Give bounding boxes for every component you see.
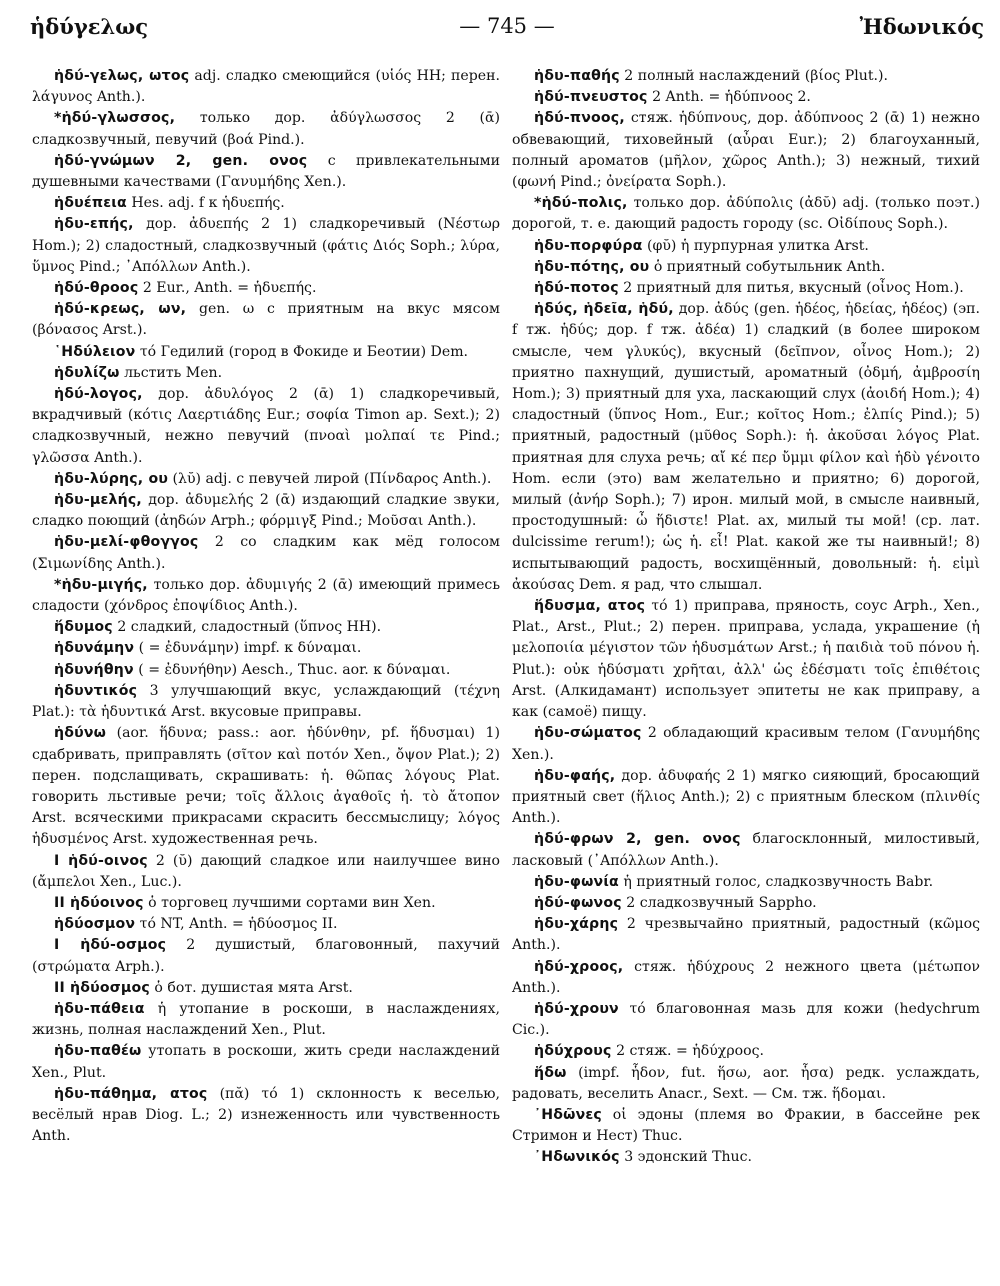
entry-definition: дор. ἀδυφαής 2 1) мягко сияющий, бросающий приятный свет (ἥλιος Anth.); 2) с приятным блеском (πλινθίς Anth.). bbox=[512, 767, 980, 827]
entry-definition: τό NT, Anth. = ἡδύοσμος II. bbox=[139, 916, 338, 933]
dictionary-entry bbox=[32, 66, 500, 108]
entry-headword: ἡδυ-παθέω bbox=[54, 1043, 142, 1060]
dictionary-entry bbox=[512, 278, 980, 299]
dictionary-entry bbox=[512, 108, 980, 193]
dictionary-entry bbox=[512, 723, 980, 765]
entry-definition: (aor. ἥδυνα; pass.: aor. ἡδύνθην, pf. ἥδυσμαι) 1) сдабривать, приправлять (σῖτον καὶ ποτόν Xen., ὄψον Plat.); 2) перен. подслащивать, скрашивать: ἡ. θῶπας λόγους Plat. говорить льстивые речи; τοῖς ἄλλοις ἀγαθοῖς ἡ. τὸ ἄτοπον Arst. всяческими прикрасами скрасить бессмыслицу; λόγος ἡδυσμένος Arst. художественная речь. bbox=[32, 725, 500, 848]
dictionary-entry bbox=[32, 342, 500, 363]
dictionary-entry bbox=[512, 1147, 980, 1168]
dictionary-entry bbox=[32, 214, 500, 278]
entry-definition: дор. ἀδυμελής 2 (ᾱ) издающий сладкие звуки, сладко поющий (ἀηδών Arph.; φόρμιγξ Pind.; Μοῦσαι Anth.). bbox=[32, 492, 501, 530]
dictionary-entry bbox=[512, 66, 980, 87]
entry-headword: ἡδύ-λογος, bbox=[54, 386, 143, 403]
entry-headword: ᾿Ηδωνικός bbox=[534, 1149, 620, 1166]
entry-definition: только дор. ἀδύπολις (ἀδῠ) adj. (только поэт.) дорогой, т. е. дающий радость городу (sc. Οἰδίπους Soph.). bbox=[512, 195, 980, 233]
entry-definition: 2 чрезвычайно приятный, радостный (κῶμος Anth.). bbox=[512, 916, 981, 954]
dictionary-entry bbox=[32, 914, 500, 935]
dictionary-entry bbox=[32, 681, 500, 723]
entry-definition: (impf. ἧδον, fut. ἥσω, aor. ἧσα) редк. услаждать, радовать, веселить Anacr., Sext. — См. тж. ἥδομαι. bbox=[512, 1064, 981, 1102]
dictionary-entry bbox=[512, 829, 980, 871]
dictionary-entry bbox=[32, 851, 500, 893]
entry-definition: τό Гедилий (город в Фокиде и Беотии) Dem. bbox=[139, 343, 469, 360]
dictionary-entry bbox=[512, 957, 980, 999]
running-head-right: Ἠδωνικός bbox=[859, 14, 984, 39]
right-column bbox=[512, 66, 980, 1169]
entry-headword: *ἡδύ-πολις, bbox=[534, 195, 628, 212]
entry-definition: благосклонный, милостивый, ласковый (᾿Απόλλων Anth.). bbox=[512, 831, 980, 869]
entry-definition: οἱ эдоны (племя во Фракии, в бассейне рек Стримон и Нест) Thuc. bbox=[512, 1106, 980, 1145]
dictionary-entry bbox=[32, 893, 500, 914]
dictionary-entry bbox=[32, 363, 500, 384]
entry-definition: ὁ торговец лучшими сортами вин Xen. bbox=[148, 894, 436, 911]
dictionary-entry bbox=[32, 384, 500, 469]
entry-headword: ἡδυ-επής, bbox=[54, 216, 134, 233]
dictionary-entry bbox=[32, 1041, 500, 1083]
entry-headword: ἡδύ-πνοος, bbox=[534, 110, 625, 127]
entry-definition: 3 эдонский Thuc. bbox=[624, 1149, 752, 1166]
entry-headword: ἡδύς, ἡδεῖα, ἡδύ, bbox=[534, 301, 674, 318]
dictionary-entry bbox=[32, 660, 500, 681]
entry-headword: ῾Ηδύλειον bbox=[54, 343, 136, 360]
entry-definition: 2 приятный для питья, вкусный (οἶνος Hom.). bbox=[623, 280, 964, 297]
entry-definition: τό благовонная мазь для кожи (hedychrum Cic.). bbox=[512, 1000, 981, 1039]
entry-headword: ἡδύ-χροος, bbox=[534, 958, 624, 975]
entry-definition: ἡ приятный голос, сладкозвучность Babr. bbox=[623, 873, 934, 890]
dictionary-entry bbox=[512, 766, 980, 830]
dictionary-entry bbox=[512, 236, 980, 257]
entry-definition: 3 улучшающий вкус, услаждающий (τέχνη Plat.): τὰ ἡδυντικά Arst. вкусовые приправы. bbox=[32, 682, 500, 721]
entry-definition: adj. сладко смеющийся (υἱός HH; перен. λάγυνος Anth.). bbox=[32, 68, 501, 106]
entry-headword: *ἡδύ-γλωσσος, bbox=[54, 110, 176, 127]
dictionary-entry bbox=[32, 723, 500, 850]
entry-headword: ἡδύ-γελως, ωτος bbox=[54, 68, 190, 84]
entry-definition: 2 Anth. = ἡδύπνοος 2. bbox=[652, 89, 811, 106]
entry-headword: ἡδυ-πότης, ου bbox=[534, 258, 650, 275]
entry-headword: ἡδύνω bbox=[54, 725, 107, 742]
dictionary-entry bbox=[32, 617, 500, 638]
entry-definition: (φῠ) ἡ пурпурная улитка Arst. bbox=[647, 237, 869, 254]
page-number: — 745 — bbox=[459, 14, 555, 38]
dictionary-entry bbox=[512, 893, 980, 914]
entry-headword: ἡδύ-γνώμων 2, gen. ονος bbox=[54, 152, 308, 169]
dictionary-entry bbox=[512, 1063, 980, 1105]
entry-headword: ἡδυ-σώματος bbox=[534, 725, 642, 742]
dictionary-entry bbox=[32, 1084, 500, 1148]
dictionary-entry bbox=[512, 299, 980, 596]
dictionary-entry bbox=[32, 299, 500, 341]
dictionary-entry bbox=[512, 1041, 980, 1062]
entry-headword: ἡδυ-πάθημα, ατος bbox=[54, 1085, 208, 1102]
entry-definition: дор. ἀδυλόγος 2 (ᾱ) 1) сладкоречивый, вкрадчивый (κότις Λαερτιάδης Eur.; σοφία Timon ap. Sext.); 2) сладкозвучный, нежно певучий (πνοαὶ μολπαί τε Pind.; γλῶσσα Anth.). bbox=[32, 386, 501, 466]
dictionary-entry bbox=[512, 872, 980, 893]
dictionary-entry bbox=[512, 914, 980, 956]
entry-definition: 2 Eur., Anth. = ἡδυεπής. bbox=[142, 280, 317, 297]
dictionary-entry bbox=[512, 1105, 980, 1147]
dictionary-entry bbox=[512, 87, 980, 108]
entry-definition: дор. ἀδύς (gen. ἡδέος, ἡδείας, ἡδέος) (эп. f тж. ἡδύς; дор. f тж. ἀδέα) 1) сладкий (в более широком смысле, чем γλυκύς), вкусный (δεῖπνον, οἶνος Hom.); 2) приятно пахнущий, душистый, ароматный (ὀδμή, ἀμβροσίη Hom.); 3) приятный для уха, ласкающий слух (ἀοιδή Hom.); 4) сладостный (ὕπνος Hom., Eur.; κοῖτος Hom.; ἐλπίς Pind.); 5) приятный, радостный (μῦθος Soph.): ἡ. ἀκοῦσαι λόγος Plat. приятная для слуха речь; αἴ κέ περ ὔμμι φίλον καὶ ἡδὺ γένοιτο Hom. если (это) вам желательно и приятно; 6) дорогой, милый (ἀνήρ Soph.); 7) ирон. милый мой, в смысле наивный, простодушный: ὦ ἥδιστε! Plat. ах, милый ты мой! (ср. лат. dulcissime rerum!); ὡς ἡ. εἶ! Plat. какой же ты наивный!; 8) испытывающий радость, восхищённый, довольный: ἡ. εἰμὶ ἀκούσας Dem. я рад, что слышал. bbox=[512, 301, 980, 593]
entry-definition: 2 душистый, благовонный, пахучий (στρώματα Arph.). bbox=[32, 937, 500, 975]
dictionary-entry bbox=[32, 978, 500, 999]
entry-headword: *ἡδυ-μιγής, bbox=[54, 576, 148, 593]
entry-headword: ἡδύ-φρων 2, gen. ονος bbox=[534, 831, 741, 848]
entry-headword: ἡδύ-ποτος bbox=[534, 280, 619, 297]
dictionary-entry bbox=[32, 575, 500, 617]
entry-headword: ἡδυ-φωνία bbox=[534, 873, 619, 890]
entry-headword: ἡδύ-χρουν bbox=[534, 1000, 619, 1017]
entry-headword: ἡδύ-θροος bbox=[54, 280, 139, 297]
entry-definition: льстить Men. bbox=[124, 364, 223, 381]
running-head-left: ἡδύγελως bbox=[30, 14, 148, 39]
dictionary-entry bbox=[32, 278, 500, 299]
entry-definition: Hes. adj. f к ἡδυεπής. bbox=[131, 195, 285, 212]
dictionary-entry bbox=[32, 999, 500, 1041]
entry-definition: только дор. ἀδύγλωσσος 2 (ᾱ) сладкозвучный, певучий (βοά Pind.). bbox=[32, 110, 500, 148]
entry-definition: ἡ утопание в роскоши, в наслаждениях, жизнь, полная наслаждений Xen., Plut. bbox=[32, 1000, 500, 1039]
entry-definition: τό 1) приправа, пряность, соус Arph., Xen., Plat., Arst., Plut.; 2) перен. приправа, услада, украшение (ἡ μελοποιία μέγιστον τῶν ἡδυσμάτων Arst.; ἡ παιδιὰ τοῦ πόνου ἡ. Plut.): οὐκ ἡδύσματι χρῆται, ἀλλ' ὡς ἐδέσματι τοῖς ἐπιθέτοις Arst. (Алкидамант) использует эпитеты не как приправу, а как (самоё) пищу. bbox=[512, 598, 981, 721]
dictionary-entry bbox=[32, 108, 500, 150]
entry-headword: ἡδυ-παθής bbox=[534, 68, 620, 84]
entry-headword: ἡδυλίζω bbox=[54, 364, 120, 381]
entry-definition: стяж. ἡδύχρους 2 нежного цвета (μέτωπον Anth.). bbox=[512, 958, 980, 996]
entry-definition: 2 сладкозвучный Sappho. bbox=[626, 894, 817, 911]
dictionary-entry bbox=[32, 151, 500, 193]
entry-definition: (λῠ) adj. с певучей лирой (Πίνδαρος Anth.). bbox=[172, 470, 492, 487]
entry-headword: ἡδύ-πνευστος bbox=[534, 89, 648, 106]
entry-definition: ὁ бот. душистая мята Arst. bbox=[154, 979, 353, 996]
entry-headword: ἡδυ-χάρης bbox=[534, 916, 619, 933]
entry-headword: ἡδύοσμον bbox=[54, 916, 136, 933]
entry-headword: ἡδυ-μελής, bbox=[54, 492, 142, 509]
entry-headword: ἡδύχρους bbox=[534, 1043, 612, 1060]
entry-headword: I ἡδύ-οινος bbox=[54, 852, 148, 869]
dictionary-entry bbox=[512, 193, 980, 235]
entry-headword: ἡδυ-πορφύρα bbox=[534, 237, 643, 254]
page-header bbox=[30, 14, 984, 44]
left-column bbox=[32, 66, 500, 1147]
entry-headword: ἡδύ-φωνος bbox=[534, 894, 622, 911]
entry-headword: ἥδω bbox=[534, 1064, 567, 1081]
entry-headword: ἡδυέπεια bbox=[54, 195, 127, 212]
entry-definition: 2 сладкий, сладостный (ὕπνος HH). bbox=[117, 619, 382, 636]
entry-definition: ( = ἐδυνάμην) impf. к δύναμαι. bbox=[138, 640, 362, 657]
entry-headword: ἥδυσμα, ατος bbox=[534, 598, 646, 615]
entry-headword: ἥδυμος bbox=[54, 619, 113, 636]
dictionary-entry bbox=[32, 469, 500, 490]
entry-definition: утопать в роскоши, жить среди наслаждений Xen., Plut. bbox=[32, 1043, 500, 1081]
entry-headword: ᾿Ηδῶνες bbox=[534, 1106, 602, 1123]
entry-definition: с привлекательными душевными качествами (Γανυμήδης Xen.). bbox=[32, 152, 500, 191]
entry-definition: 2 обладающий красивым телом (Γανυμήδης Xen.). bbox=[512, 725, 981, 763]
entry-definition: 2 полный наслаждений (βίος Plut.). bbox=[624, 68, 888, 84]
entry-definition: ( = ἐδυνήθην) Aesch., Thuc. aor. к δύναμαι. bbox=[138, 661, 451, 678]
entry-headword: ἡδυ-μελί-φθογγος bbox=[54, 534, 199, 551]
dictionary-entry bbox=[32, 532, 500, 574]
dictionary-entry bbox=[512, 596, 980, 723]
entry-definition: 2 (ῠ) дающий сладкое или наилучшее вино (ἄμπελοι Xen., Luc.). bbox=[32, 852, 501, 890]
dictionary-entry bbox=[512, 257, 980, 278]
entry-definition: gen. ω с приятным на вкус мясом (βόνασος Arst.). bbox=[32, 301, 500, 339]
entry-headword: II ἡδύοσμος bbox=[54, 979, 150, 996]
entry-headword: II ἡδύοινος bbox=[54, 894, 144, 911]
dictionary-entry bbox=[32, 490, 500, 532]
dictionary-entry bbox=[32, 935, 500, 977]
entry-definition: 2 со сладким как мёд голосом (Σιμωνίδης Anth.). bbox=[32, 534, 500, 572]
entry-definition: ὁ приятный собутыльник Anth. bbox=[653, 258, 886, 275]
entry-headword: ἡδύ-κρεως, ων, bbox=[54, 301, 187, 318]
entry-headword: ἡδυνάμην bbox=[54, 640, 135, 657]
entry-definition: (πᾰ) τό 1) склонность к веселью, весёлый нрав Diog. L.; 2) изнеженность или чувственность Anth. bbox=[32, 1085, 500, 1145]
dictionary-entry bbox=[32, 193, 500, 214]
entry-headword: ἡδυ-πάθεια bbox=[54, 1000, 145, 1017]
entry-headword: ἡδυ-φαής, bbox=[534, 767, 616, 784]
entry-headword: ἡδυνήθην bbox=[54, 661, 134, 678]
dictionary-entry bbox=[32, 638, 500, 659]
entry-definition: только дор. ἀδυμιγής 2 (ᾱ) имеющий примесь сладости (χόνδρος ἐποψίδιος Anth.). bbox=[32, 576, 500, 615]
entry-definition: 2 стяж. = ἡδύχροος. bbox=[616, 1043, 764, 1060]
dictionary-entry bbox=[512, 999, 980, 1041]
entry-headword: I ἡδύ-οσμος bbox=[54, 937, 167, 954]
entry-definition: дор. ἀδυεπής 2 1) сладкоречивый (Νέστωρ Hom.); 2) сладостный, сладкозвучный (φάτις Διός Soph.; λύρα, ὕμνος Pind.; ᾿Απόλλων Anth.). bbox=[32, 216, 501, 275]
entry-headword: ἡδυ-λύρης, ου bbox=[54, 470, 169, 487]
entry-headword: ἡδυντικός bbox=[54, 682, 138, 699]
entry-definition: стяж. ἡδύπνους, дор. ἀδύπνοος 2 (ᾱ) 1) нежно обвевающий, тиховейный (αὖραι Eur.); 2) благоуханный, полный ароматов (μῆλον, χῶρος Anth.); 3) нежный, тихий (φωνή Pind.; ὀνείρατα Soph.). bbox=[512, 110, 980, 191]
